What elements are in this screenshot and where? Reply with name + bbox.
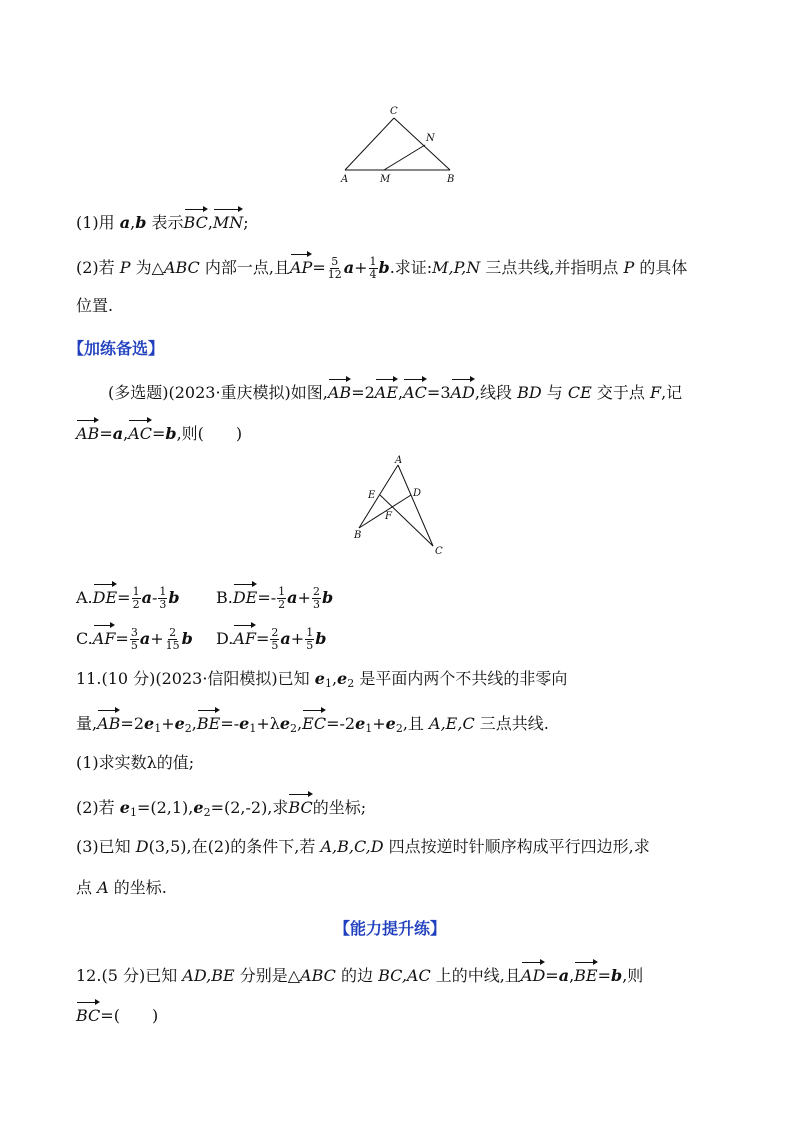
triangle-figure-1 — [330, 100, 470, 190]
label-C: C — [390, 106, 398, 117]
label-M: M — [380, 174, 391, 185]
vector-AP: AP — [290, 252, 312, 280]
option-C[interactable]: C.AF= $\frac{3}{5}$ a+ $\frac{2}{15}$ b — [76, 623, 193, 652]
segment-AC — [398, 465, 433, 546]
q12-line2: BC=( ) — [76, 1000, 158, 1028]
q1-part2-line2: 位置. — [76, 296, 114, 315]
vector-MN: MN — [213, 207, 243, 235]
label-C: C — [435, 546, 443, 557]
q11-part3: (3)已知 D(3,5),在(2)的条件下,若 A,B,C,D 四点按逆时针顺序构成平行四边形,求 — [76, 837, 650, 856]
fraction-5-12: $\frac{5}{12}$ — [327, 255, 342, 281]
label-F: F — [385, 511, 392, 522]
segment-AC — [345, 118, 394, 170]
q11-part2: (2)若 $e_1=(2,1),e_2=(2,-2)$,求BC的坐标; — [76, 792, 366, 825]
segment-CB — [394, 118, 450, 170]
section-title-ability: 【能力提升练】 — [334, 919, 447, 938]
extra-question-line2: AB=a,AC=b,则( ) — [76, 418, 242, 446]
label-E: E — [368, 490, 376, 501]
label-B: B — [447, 174, 455, 185]
q11-line1: 11.(10 分)(2023·信阳模拟)已知 $e_1,e_2$ 是平面内两个不共线的非零向 — [76, 669, 568, 690]
q11-line2: 量$,AB=2e_1+e_2,BE=-e_1+\lambda e_2,EC=-2e_1+e_2$,且 A,E,C 三点共线. — [76, 708, 549, 741]
triangle-figure-2 — [345, 455, 455, 560]
q1-part2: (2)若 P 为△ABC 内部一点,且AP= $\frac{5}{12}$ a+ $\frac{1}{4}$ b.求证:M,P,N 三点共线,并指明点 P 的具体 — [76, 252, 687, 281]
q11-part3-line2: 点 A 的坐标. — [76, 878, 167, 897]
fraction-1-4: $\frac{1}{4}$ — [369, 255, 377, 281]
vector-BC: BC — [184, 207, 208, 235]
label-D: D — [413, 488, 422, 499]
label-A: A — [395, 455, 403, 466]
label-B: B — [354, 530, 362, 541]
segment-MN — [384, 145, 425, 170]
q1-part1: (1)用 a,b 表示BC,MN; — [76, 207, 249, 235]
section-title-extra-practice: 【加练备选】 — [68, 339, 165, 358]
extra-question-line1: (多选题)(2023·重庆模拟)如图,AB=2AE,AC=3AD,线段 BD 与 CE 交于点 F,记 — [108, 377, 682, 405]
option-D[interactable]: D.AF= $\frac{2}{5}$ a+ $\frac{1}{5}$ b — [216, 623, 326, 652]
option-A[interactable]: A.DE= $\frac{1}{2}$ a- $\frac{1}{3}$ b — [76, 582, 180, 611]
label-N: N — [426, 133, 435, 144]
q12-line1: 12.(5 分)已知 AD,BE 分别是△ABC 的边 BC,AC 上的中线,且AD=a,BE=b,则 — [76, 960, 643, 988]
label-A: A — [341, 174, 349, 185]
q11-part1: (1)求实数λ的值; — [76, 753, 195, 772]
option-B[interactable]: B.DE=- $\frac{1}{2}$ a+ $\frac{2}{3}$ b — [216, 582, 333, 611]
segment-AB — [359, 465, 398, 528]
